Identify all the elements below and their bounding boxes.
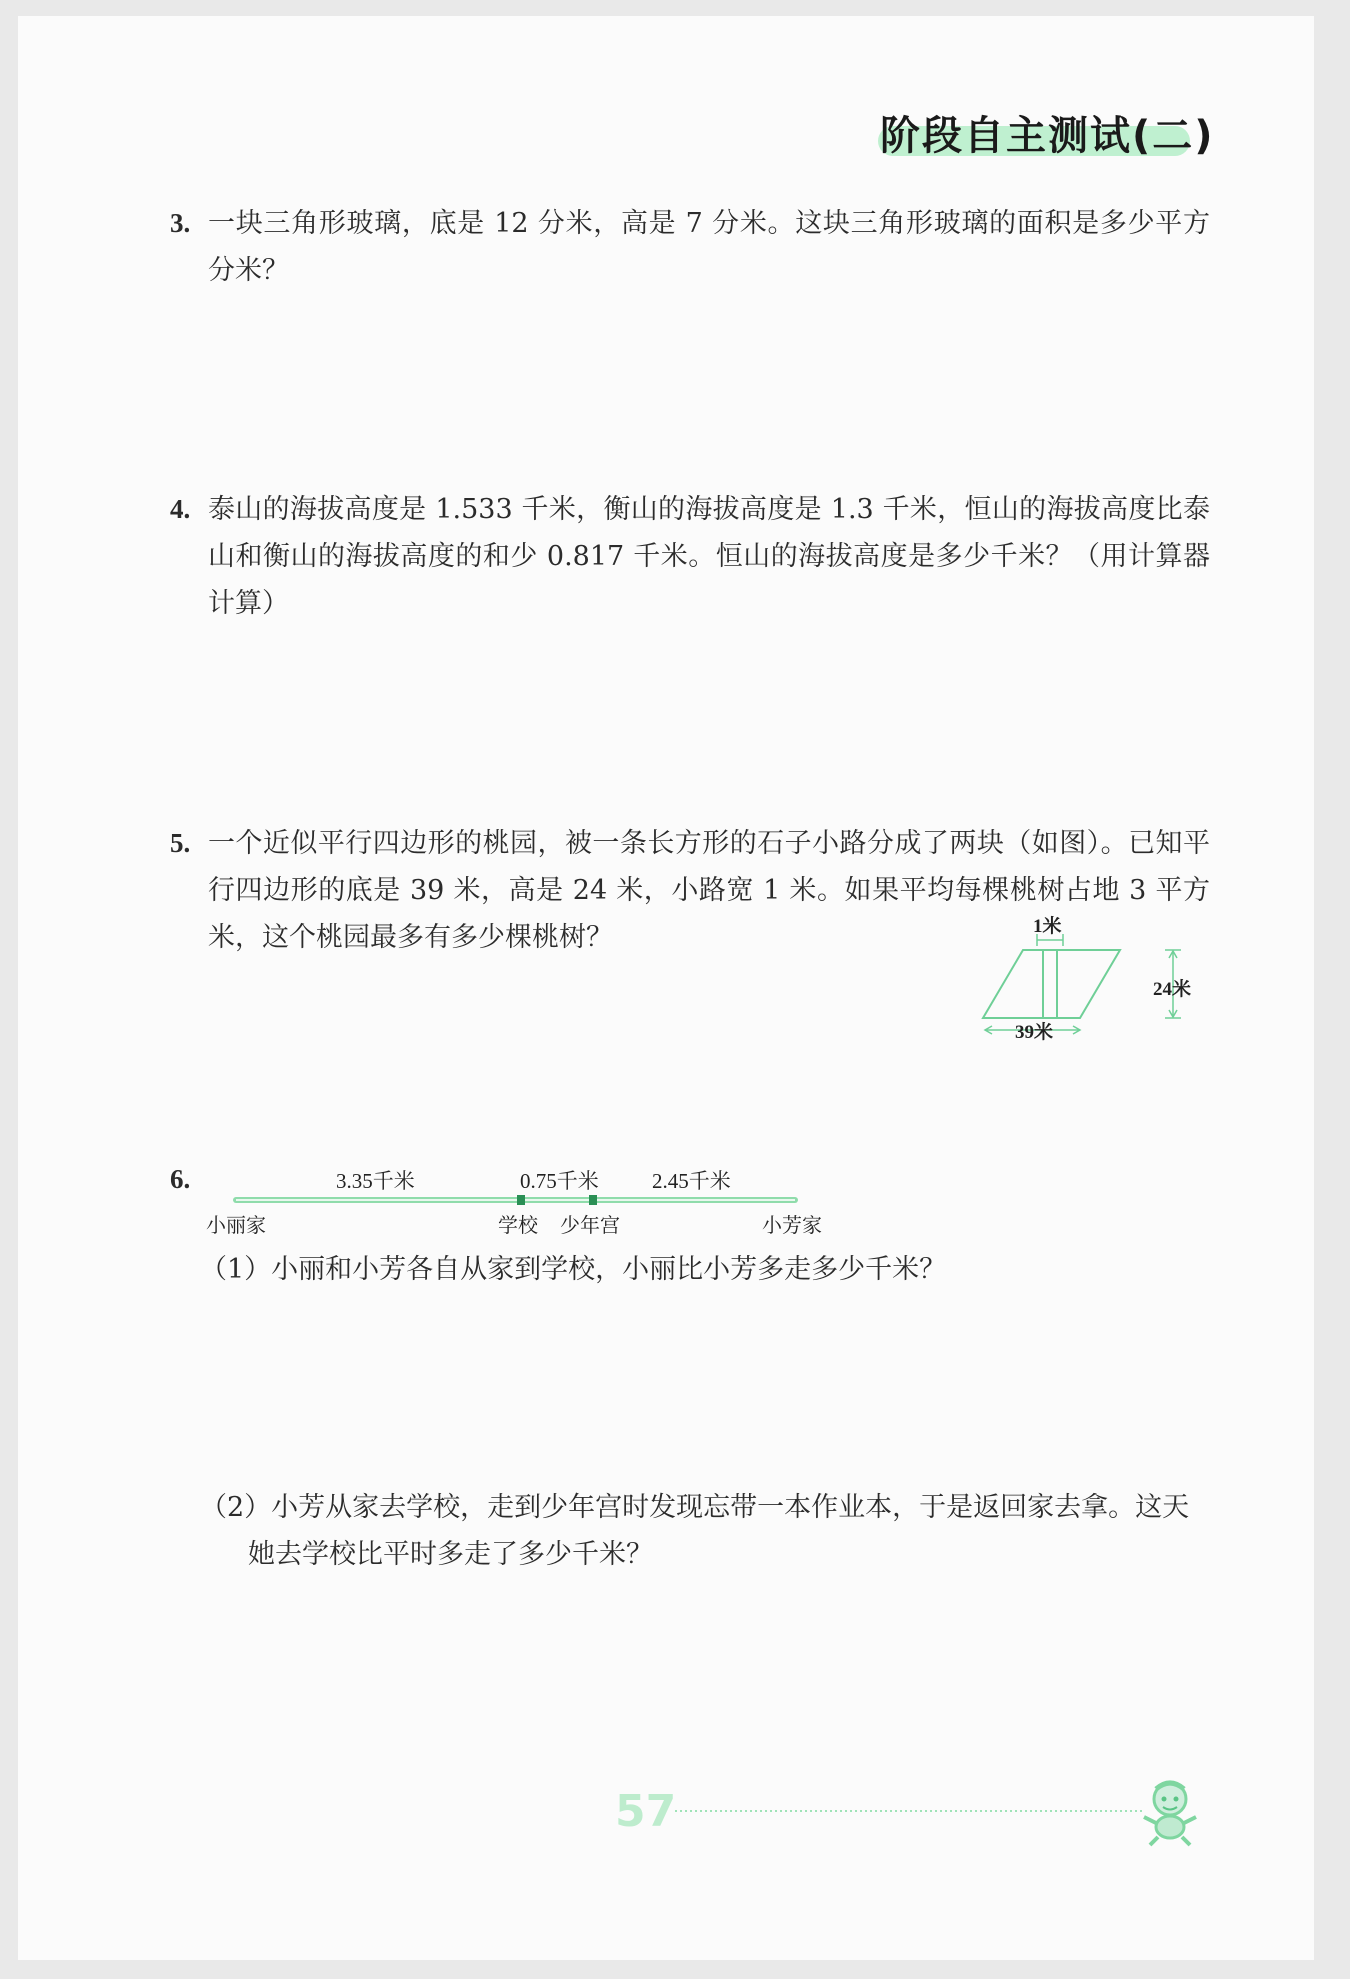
sub-question-text: （2）小芳从家去学校，走到少年宫时发现忘带一本作业本，于是返回家去拿。这天她去学校比平时多走了多少千米？ — [200, 1492, 1190, 1570]
route-figure — [200, 1160, 820, 1240]
question-4 — [170, 486, 1210, 627]
sub-question-2 — [200, 1484, 1210, 1578]
place-label-xiaoli-home: 小丽家 — [206, 1213, 266, 1237]
place-label-xiaofang-home: 小芳家 — [762, 1213, 822, 1237]
youth-palace-marker — [589, 1195, 597, 1205]
cartoon-mascot-icon — [1130, 1775, 1210, 1850]
place-label-school: 学校 — [498, 1213, 538, 1237]
sub-question-1 — [200, 1246, 1210, 1293]
question-text: 泰山的海拔高度是 1.533 千米，衡山的海拔高度是 1.3 千米，恒山的海拔高度比泰山和衡山的海拔高度的和少 0.817 千米。恒山的海拔高度是多少千米？（用计算器计算） — [208, 494, 1210, 619]
question-text: 一块三角形玻璃，底是 12 分米，高是 7 分米。这块三角形玻璃的面积是多少平方分米？ — [208, 208, 1210, 286]
segment-label-1: 3.35千米 — [336, 1169, 415, 1193]
section-header — [860, 100, 1215, 170]
question-number: 4. — [170, 494, 191, 524]
question-number: 5. — [170, 828, 191, 858]
parallelogram-outline — [983, 950, 1120, 1018]
place-label-youth-palace: 少年宫 — [560, 1213, 620, 1237]
label-height: 24米 — [1153, 979, 1192, 1000]
parallelogram-figure — [975, 916, 1215, 1050]
school-marker — [517, 1195, 525, 1205]
segment-label-2: 0.75千米 — [520, 1169, 599, 1193]
question-number: 6. — [170, 1164, 191, 1194]
footer-dotted-line — [675, 1808, 1145, 1814]
segment-label-3: 2.45千米 — [652, 1169, 731, 1193]
sub-question-text: （1）小丽和小芳各自从家到学校，小丽比小芳多走多少千米？ — [200, 1254, 947, 1285]
question-3 — [170, 200, 1210, 294]
question-number: 3. — [170, 208, 191, 238]
page-title: 阶段自主测试(二) — [880, 113, 1215, 159]
page-number: 57 — [615, 1786, 677, 1837]
label-path-width: 1米 — [1033, 916, 1062, 937]
label-base: 39米 — [1015, 1022, 1054, 1043]
question-text: 一个近似平行四边形的桃园，被一条长方形的石子小路分成了两块（如图）。已知平行四边形的底是 39 米，高是 24 米，小路宽 1 米。如果平均每棵桃树占地 3 平方米，这个桃园最多有多少棵桃树？ — [208, 828, 1210, 953]
